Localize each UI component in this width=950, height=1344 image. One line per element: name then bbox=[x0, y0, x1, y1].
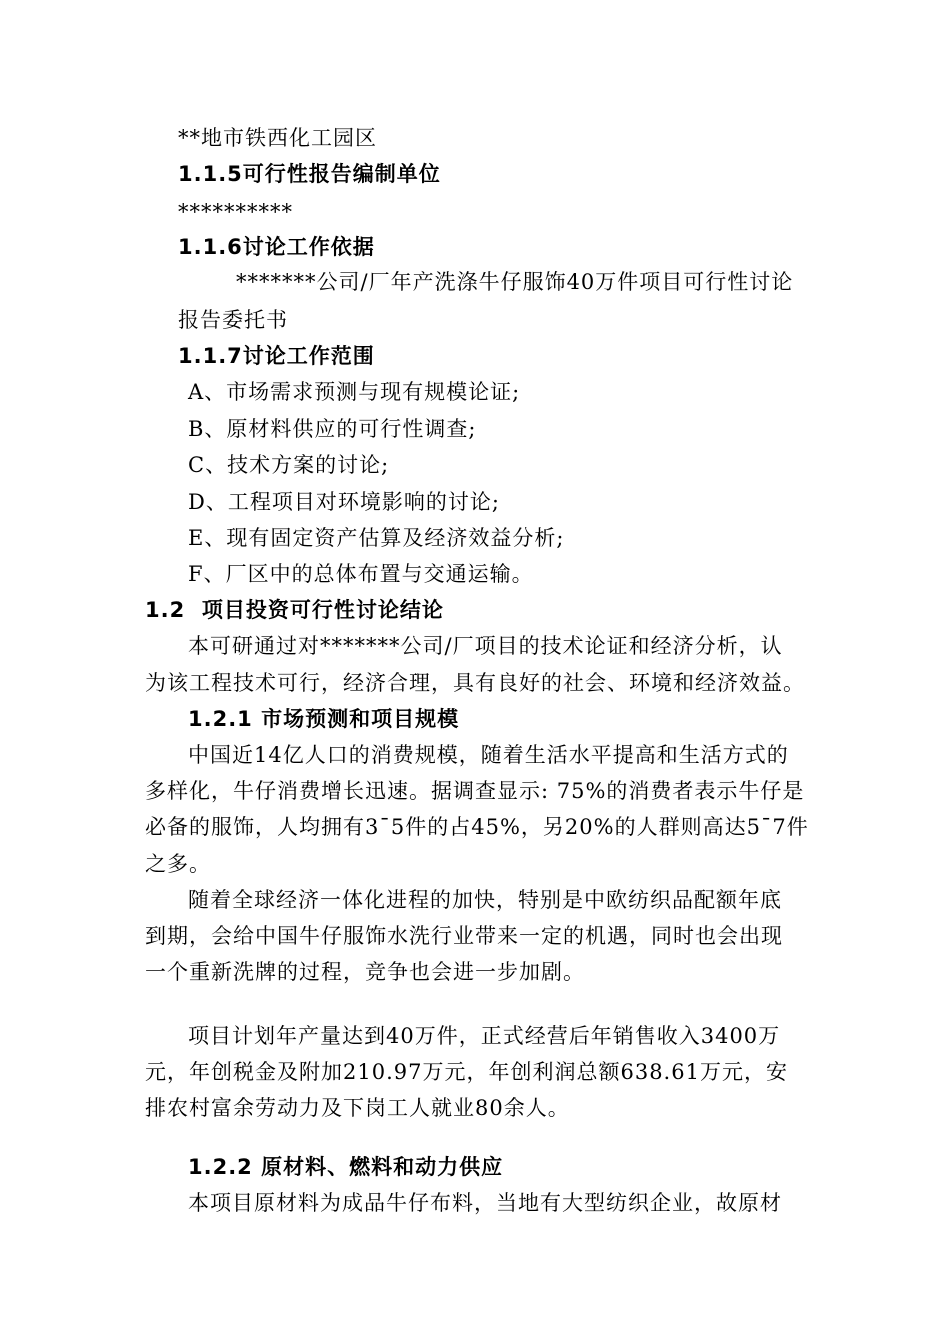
paragraph-line: 本项目原材料为成品牛仔布料，当地有大型纺织企业，故原材 bbox=[188, 1191, 782, 1215]
list-item: B、原材料供应的可行性调查; bbox=[188, 417, 477, 441]
paragraph-line: 一个重新洗牌的过程，竞争也会进一步加剧。 bbox=[145, 960, 585, 984]
paragraph-line: 多样化，牛仔消费增长迅速。据调查显示: 75%的消费者表示牛仔是 bbox=[145, 779, 805, 803]
section-heading: 1.2 项目投资可行性讨论结论 bbox=[145, 598, 444, 622]
list-item: F、厂区中的总体布置与交通运输。 bbox=[188, 562, 534, 586]
paragraph-line: 必备的服饰，人均拥有3¯5件的占45%，另20%的人群则高达5¯7件 bbox=[145, 815, 809, 839]
section-heading: 1.1.6讨论工作依据 bbox=[178, 235, 375, 259]
paragraph-line: 为该工程技术可行，经济合理，具有良好的社会、环境和经济效益。 bbox=[145, 671, 805, 695]
paragraph-line: 之多。 bbox=[145, 852, 211, 876]
list-item: C、技术方案的讨论; bbox=[188, 453, 390, 477]
paragraph-line: 到期，会给中国牛仔服饰水洗行业带来一定的机遇，同时也会出现 bbox=[145, 924, 783, 948]
paragraph-line: 项目计划年产量达到40万件，正式经营后年销售收入3400万 bbox=[188, 1024, 781, 1048]
paragraph-line: 随着全球经济一体化进程的加快，特别是中欧纺织品配额年底 bbox=[188, 888, 782, 912]
list-item: A、市场需求预测与现有规模论证; bbox=[188, 380, 521, 404]
list-item: D、工程项目对环境影响的讨论; bbox=[188, 490, 500, 514]
text-line: ********** bbox=[178, 200, 293, 224]
list-item: E、现有固定资产估算及经济效益分析; bbox=[188, 526, 565, 550]
section-heading: 1.2.2 原材料、燃料和动力供应 bbox=[188, 1155, 504, 1179]
section-heading: 1.1.7讨论工作范围 bbox=[178, 344, 375, 368]
text-line: 报告委托书 bbox=[178, 308, 288, 332]
text-line: **地市铁西化工园区 bbox=[178, 126, 377, 150]
text-line: *******公司/厂年产洗涤牛仔服饰40万件项目可行性讨论 bbox=[236, 270, 794, 294]
section-heading: 1.2.1 市场预测和项目规模 bbox=[188, 707, 460, 731]
section-heading: 1.1.5可行性报告编制单位 bbox=[178, 162, 441, 186]
paragraph-line: 中国近14亿人口的消费规模，随着生活水平提高和生活方式的 bbox=[188, 743, 789, 767]
paragraph-line: 本可研通过对*******公司/厂项目的技术论证和经济分析，认 bbox=[188, 634, 783, 658]
paragraph-line: 元，年创税金及附加210.97万元，年创利润总额638.61万元，安 bbox=[145, 1060, 788, 1084]
paragraph-line: 排农村富余劳动力及下岗工人就业80余人。 bbox=[145, 1096, 570, 1120]
